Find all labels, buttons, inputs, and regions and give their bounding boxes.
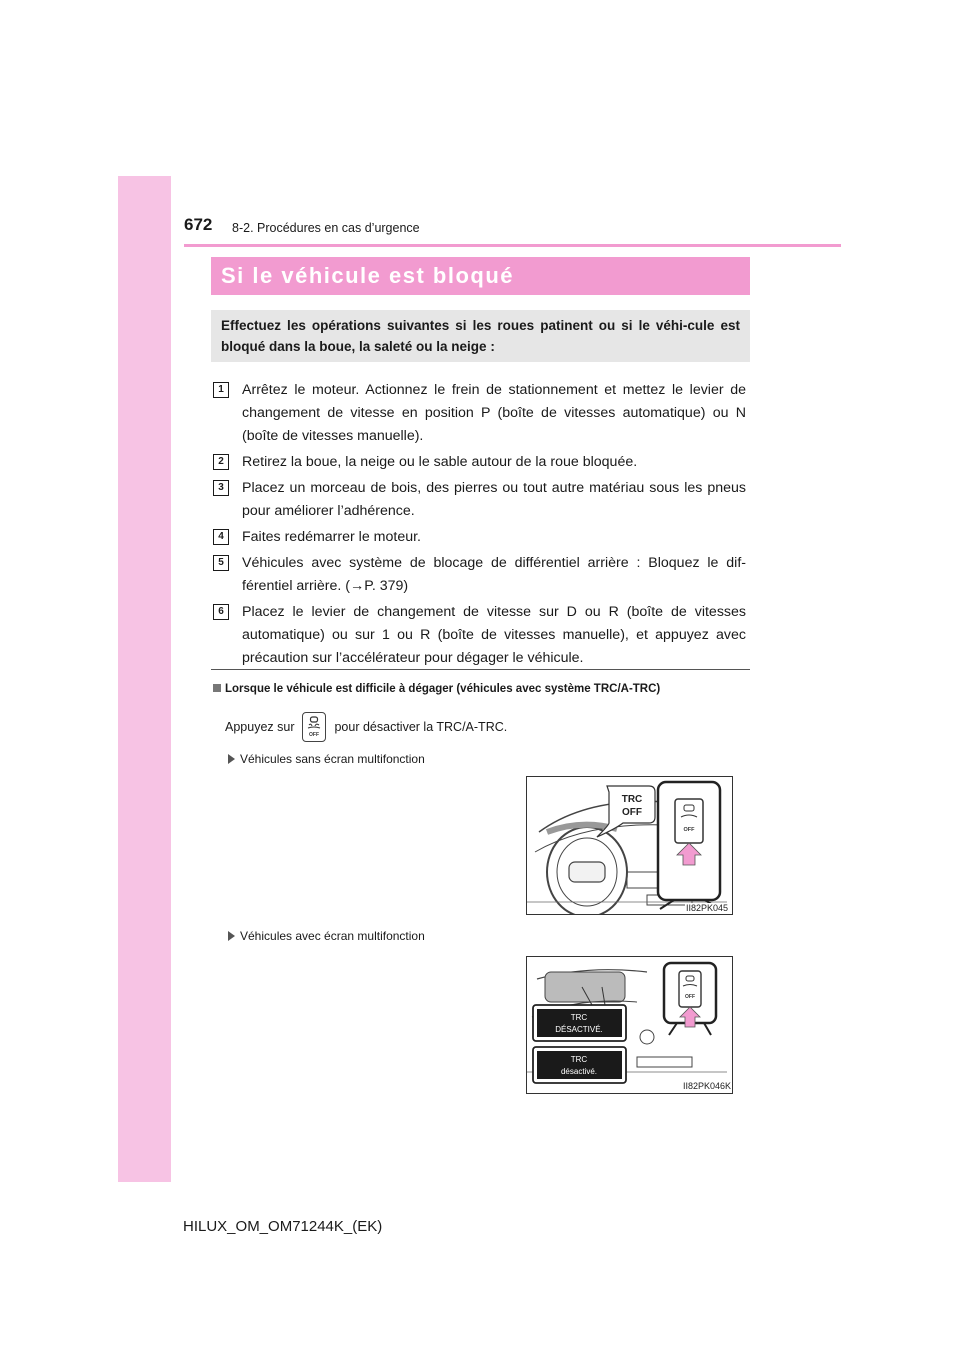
step-text: Placez le levier de changement de vitesse sur D ou R (boîte de vitesses automatique) ou sur 1 ou R (boîte de vitesses manuelle), et appuyez avec précaution sur l’accélérateur pour dégager le véhicule.: [242, 604, 746, 666]
step-number: 1: [213, 382, 229, 398]
step-text: Véhicules avec système de blocage de différentiel arrière : Bloquez le dif-férentiel arrière. (→P. 379): [242, 555, 746, 594]
figure-code: II82PK046K: [683, 1081, 732, 1091]
step-item: [213, 552, 746, 598]
step-text: Retirez la boue, la neige ou le sable autour de la roue bloquée.: [242, 454, 638, 470]
section-label: 8-2. Procédures en cas d’urgence: [232, 221, 420, 235]
triangle-bullet-icon: [228, 754, 235, 764]
page-number: 672: [184, 215, 213, 234]
svg-text:DÉSACTIVÉ.: DÉSACTIVÉ.: [555, 1025, 603, 1034]
step-item: [213, 526, 746, 549]
figure-caption: Véhicules avec écran multifonction: [228, 929, 425, 943]
step-number: 6: [213, 604, 229, 620]
figure-caption: Véhicules sans écran multifonction: [228, 752, 425, 766]
note-title: Lorsque le véhicule est difficile à dégager (véhicules avec système TRC/A-TRC): [213, 683, 660, 695]
page-title: Si le véhicule est bloqué: [211, 257, 750, 295]
step-number: 3: [213, 480, 229, 496]
footer-code: HILUX_OM_OM71244K_(EK): [183, 1218, 383, 1235]
step-list: [213, 379, 746, 673]
step-text: Faites redémarrer le moteur.: [242, 529, 421, 545]
press-instruction: [225, 712, 507, 742]
press-text-after: pour désactiver la TRC/A-TRC.: [334, 720, 508, 734]
note-divider: [211, 669, 750, 670]
triangle-bullet-icon: [228, 931, 235, 941]
svg-text:TRC: TRC: [621, 794, 643, 805]
svg-text:OFF: OFF: [622, 807, 642, 818]
step-number: 2: [213, 454, 229, 470]
step-item: [213, 379, 746, 448]
step-item: [213, 451, 746, 474]
svg-text:OFF: OFF: [309, 732, 320, 738]
header-rule: [184, 244, 841, 247]
square-bullet-icon: [213, 684, 221, 692]
svg-text:OFF: OFF: [683, 827, 695, 833]
step-item: [213, 477, 746, 523]
chapter-side-tab: [118, 176, 171, 1182]
trc-off-button-icon: [302, 712, 326, 742]
step-item: [213, 601, 746, 670]
figure-dashboard-with-display: [526, 956, 733, 1094]
svg-text:OFF: OFF: [685, 994, 695, 1000]
figure-code: II82PK045: [686, 903, 729, 913]
step-text: Arrêtez le moteur. Actionnez le frein de stationnement et mettez le levier de changement de vitesse en position P (boîte de vitesses automatique) ou N (boîte de vitesses manuelle).: [242, 382, 746, 444]
step-number: 5: [213, 555, 229, 571]
figure-dashboard-no-display: [526, 776, 733, 915]
press-text-before: Appuyez sur: [225, 720, 295, 734]
intro-box: Effectuez les opérations suivantes si les roues patinent ou si le véhi-cule est bloqué dans la boue, la saleté ou la neige :: [211, 310, 750, 362]
step-text: Placez un morceau de bois, des pierres ou tout autre matériau sous les pneus pour améliorer l’adhérence.: [242, 480, 746, 519]
svg-text:TRC: TRC: [570, 1013, 588, 1022]
svg-text:TRC: TRC: [570, 1055, 588, 1064]
svg-text:désactivé.: désactivé.: [560, 1067, 598, 1076]
step-number: 4: [213, 529, 229, 545]
